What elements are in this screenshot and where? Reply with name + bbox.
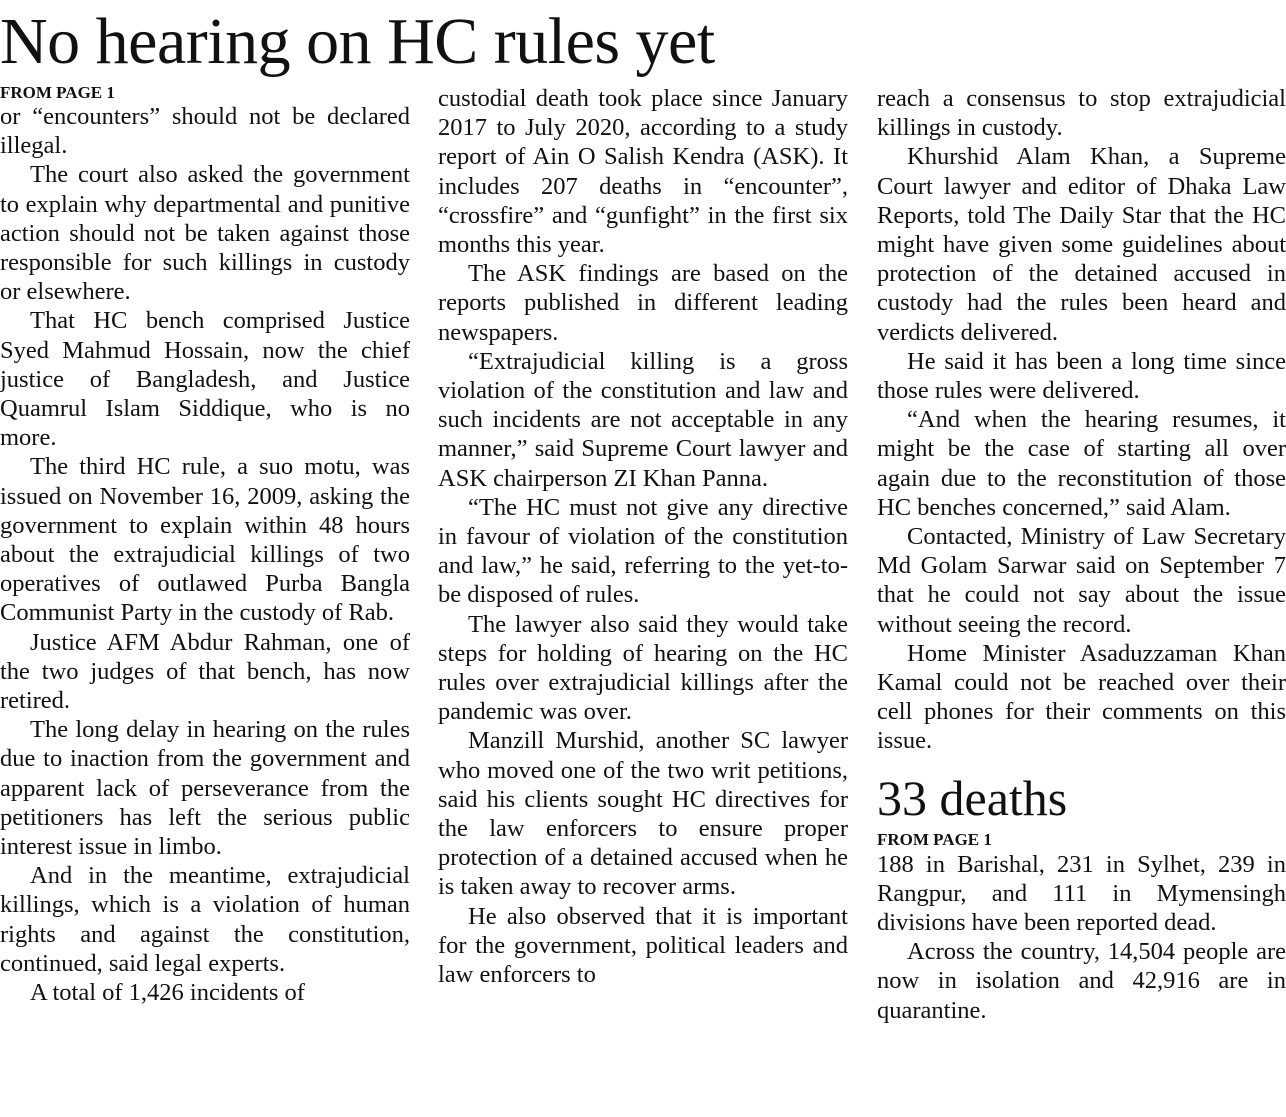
paragraph: He also observed that it is important for the government, political leaders and law enforcers to [438, 902, 848, 989]
paragraph: “Extrajudicial killing is a gross violation of the constitution and law and such incidents are not acceptable in any manner,” said Supreme Court lawyer and ASK chairperson ZI Khan Panna. [438, 347, 848, 492]
second-story-headline: 33 deaths [877, 769, 1068, 826]
paragraph: or “encounters” should not be declared illegal. [0, 103, 410, 160]
paragraph: “And when the hearing resumes, it might be the case of starting all over again due to the reconstitution of those HC benches concerned,” said Alam. [877, 406, 1286, 521]
paragraph: Across the country, 14,504 people are now in isolation and 42,916 are in quarantine. [877, 938, 1286, 1024]
paragraph: The ASK findings are based on the reports published in different leading newspapers. [438, 260, 848, 346]
second-story-continued-label: FROM PAGE 1 [877, 829, 992, 849]
continued-from-label: FROM PAGE 1 [0, 83, 115, 102]
paragraph: custodial death took place since January 2017 to July 2020, according to a study report of Ain O Salish Kendra (ASK). It includes 207 deaths in “encounter”, “crossfire” and “gunfight” in the first six months this year. [438, 85, 848, 259]
paragraph: Khurshid Alam Khan, a Supreme Court lawyer and editor of Dhaka Law Reports, told The Daily Star that the HC might have given some guidelines about protection of the detained accused in custody had the rules been heard and verdicts delivered. [877, 143, 1286, 346]
paragraph: Manzill Murshid, another SC lawyer who moved one of the two writ petitions, said his clients sought HC directives for the law enforcers to ensure proper protection of a detained accused when he is taken away to recover arms. [438, 727, 848, 901]
paragraph: Contacted, Ministry of Law Secretary Md Golam Sarwar said on September 7 that he could not say about the issue without seeing the record. [877, 523, 1286, 638]
paragraph: That HC bench comprised Justice Syed Mahmud Hossain, now the chief justice of Bangladesh, and Justice Quamrul Islam Siddique, who is no more. [0, 307, 410, 452]
paragraph: 188 in Barishal, 231 in Sylhet, 239 in Rangpur, and 111 in Mymensingh divisions have been reported dead. [877, 850, 1286, 937]
paragraph: He said it has been a long time since those rules were delivered. [877, 347, 1286, 405]
headline: No hearing on HC rules yet [0, 5, 715, 78]
article-column-3 [877, 84, 1286, 1025]
article-column-2 [438, 84, 848, 989]
paragraph: The third HC rule, a suo motu, was issued on November 16, 2009, asking the government to explain within 48 hours about the extrajudicial killings of two operatives of outlawed Purba Bangla Communist Party in the custody of Rab. [0, 453, 410, 627]
paragraph: And in the meantime, extrajudicial killings, which is a violation of human rights and against the constitution, continued, said legal experts. [0, 862, 410, 977]
paragraph: Home Minister Asaduzzaman Khan Kamal could not be reached over their cell phones for their comments on this issue. [877, 639, 1286, 755]
article-column-1 [0, 84, 410, 1007]
paragraph: “The HC must not give any directive in favour of violation of the constitution and law,” he said, referring to the yet-to-be disposed of rules. [438, 493, 848, 609]
paragraph: The long delay in hearing on the rules due to inaction from the government and apparent lack of perseverance from the petitioners has left the serious public interest issue in limbo. [0, 716, 410, 861]
paragraph: Justice AFM Abdur Rahman, one of the two judges of that bench, has now retired. [0, 628, 410, 715]
paragraph: The lawyer also said they would take steps for holding of hearing on the HC rules over extrajudicial killings after the pandemic was over. [438, 610, 848, 726]
paragraph: The court also asked the government to explain why departmental and punitive action should not be taken against those responsible for such killings in custody or elsewhere. [0, 161, 410, 306]
paragraph: reach a consensus to stop extrajudicial killings in custody. [877, 85, 1286, 142]
paragraph: A total of 1,426 incidents of [30, 979, 305, 1007]
